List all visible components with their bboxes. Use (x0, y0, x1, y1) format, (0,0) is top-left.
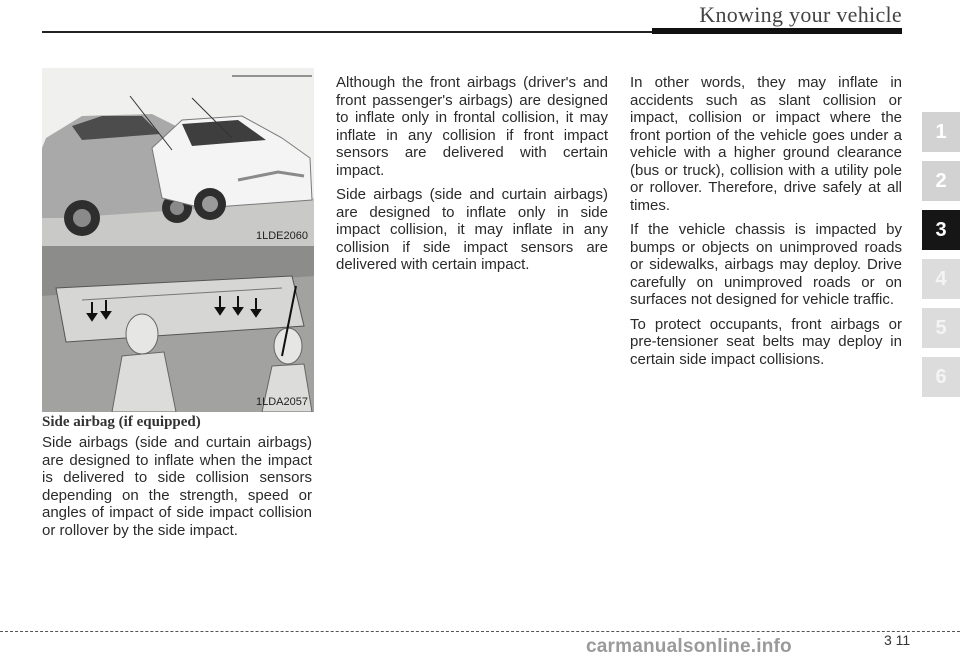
chapter-tab-4[interactable]: 4 (922, 259, 960, 299)
curtain-airbag-illustration (42, 246, 314, 412)
column-1-text (42, 434, 312, 546)
section-title: Side airbag (if equipped) (42, 414, 201, 430)
figure-sedans (42, 68, 314, 246)
sedans-illustration (42, 68, 314, 246)
watermark: carmanualsonline.info (586, 636, 792, 657)
header-rule-accent (652, 28, 902, 34)
column-2-text (336, 74, 608, 281)
chapter-tabs (918, 112, 960, 406)
footer-rule (0, 631, 960, 632)
figure-curtain-airbag (42, 246, 314, 412)
paragraph: If the vehicle chassis is impacted by bumps or objects on unimproved roads or sidewalks, airbags may deploy. Drive carefully on unimproved roads or on surfaces not designed for vehicle traffic. (630, 221, 902, 308)
paragraph: In other words, they may inflate in accidents such as slant collision or impact, collision or impact where the front portion of the vehicle goes under a vehicle with a higher ground clearance (bus or truck), collision with a utility pole or rollover. Therefore, drive safely at all times. (630, 74, 902, 214)
paragraph: Side airbags (side and curtain airbags) are designed to inflate only in side impact collision, it may inflate in any collision if side impact sensors are delivered with certain impact. (336, 186, 608, 273)
page-number: 3 11 (884, 632, 911, 648)
chapter-tab-6[interactable]: 6 (922, 357, 960, 397)
chapter-tab-2[interactable]: 2 (922, 161, 960, 201)
column-3-text (630, 74, 902, 375)
chapter-tab-3[interactable]: 3 (922, 210, 960, 250)
figure-code: 1LDA2057 (256, 396, 308, 408)
chapter-tab-5[interactable]: 5 (922, 308, 960, 348)
header-title: Knowing your vehicle (699, 2, 902, 27)
paragraph: Although the front airbags (driver's and front passenger's airbags) are designed to inflate only in frontal collision, it may inflate in any collision if front impact sensors are delivered with certain impact. (336, 74, 608, 179)
paragraph: To protect occupants, front airbags or pre-tensioner seat belts may deploy in certain side impact collisions. (630, 315, 902, 368)
chapter-tab-1[interactable]: 1 (922, 112, 960, 152)
paragraph: Side airbags (side and curtain airbags) are designed to inflate when the impact is delivered to side collision sensors depending on the strength, speed or angles of impact of side impact collision or rollover by the side impact. (42, 434, 312, 539)
figure-code: 1LDE2060 (256, 230, 308, 242)
